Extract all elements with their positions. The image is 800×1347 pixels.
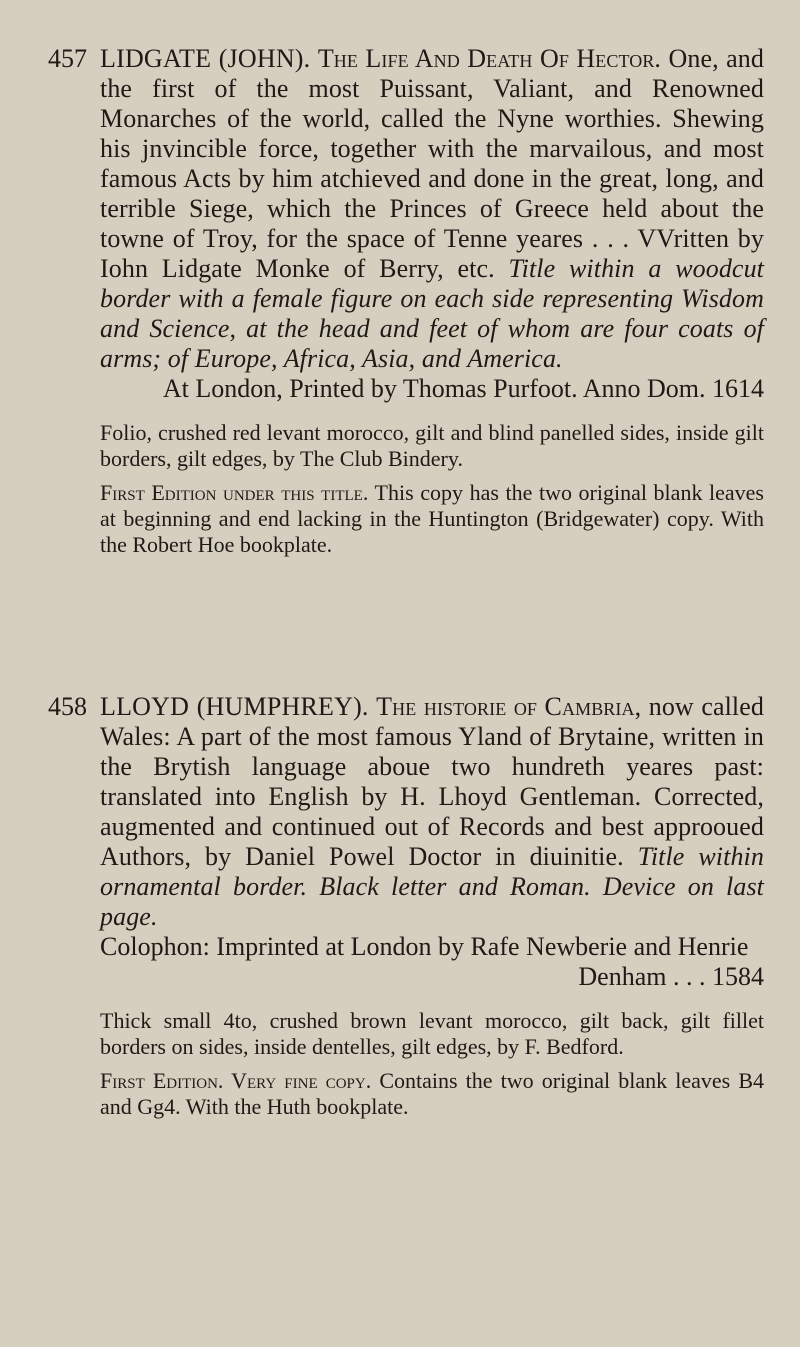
title-page-description: Title within ornamental border. Black letter and Roman. Device on last page. — [100, 842, 764, 931]
catalogue-entry-458 — [48, 692, 764, 1120]
edition-note-text: Contains the two original blank leaves B4 and Gg4. With the Huth bookplate. — [100, 1068, 764, 1119]
entry-title-block — [100, 692, 764, 932]
entry-body — [100, 44, 764, 558]
edition-label: First Edition under this title. — [100, 480, 369, 505]
book-title-continued: now called Wales: A part of the most famous Yland of Brytaine, written in the Brytish language aboue two hundreth yeares past: translated into English by H. Lhoyd Gentleman. Corrected, augmented and continued out of Records and best approoued Authors, by Daniel Powel Doctor in diuinitie. — [100, 692, 764, 871]
book-title: The Life And Death Of Hector. — [317, 44, 662, 73]
book-title: The historie of Cambria, — [376, 692, 642, 721]
catalogue-entry-457 — [48, 44, 764, 558]
title-page-description: Title within a woodcut border with a female figure on each side representing Wisdom and Science, at the head and feet of whom are four coats of arms; of Europe, Africa, Asia, and America. — [100, 254, 764, 373]
entry-title-block — [100, 44, 764, 374]
imprint: At London, Printed by Thomas Purfoot. Anno Dom. 1614 — [162, 374, 764, 403]
binding-description: Thick small 4to, crushed brown levant morocco, gilt back, gilt fillet borders on sides, inside dentelles, gilt edges, by F. Bedford. — [100, 1008, 764, 1059]
book-title-continued: One, and the first of the most Puissant, Valiant, and Renowned Monarches of the world, called the Nyne worthies. Shewing his jnvincible force, together with the marvailous, and most famous Acts by him atchieved and done in the great, long, and terrible Siege, which the Princes of Greece held about the towne of Troy, for the space of Tenne yeares . . . VVritten by Iohn Lidgate Monke of Berry, etc. — [100, 44, 764, 283]
author-name: LIDGATE (JOHN). — [100, 44, 311, 73]
author-name: LLOYD (HUMPHREY). — [100, 692, 369, 721]
edition-note — [100, 1068, 764, 1120]
imprint: Denham . . . 1584 — [578, 962, 764, 991]
colophon: Colophon: Imprinted at London by Rafe Newberie and Henrie — [100, 932, 749, 961]
lot-number: 458 — [48, 692, 87, 721]
binding-description: Folio, crushed red levant morocco, gilt and blind panelled sides, inside gilt borders, gilt edges, by The Club Bindery. — [100, 420, 764, 471]
lot-number: 457 — [48, 44, 87, 73]
entry-body — [100, 692, 764, 1120]
edition-label: First Edition. Very fine copy. — [100, 1068, 372, 1093]
edition-note-text: This copy has the two original blank leaves at beginning and end lacking in the Huntington (Bridgewater) copy. With the Robert Hoe bookplate. — [100, 480, 764, 557]
edition-note — [100, 480, 764, 558]
